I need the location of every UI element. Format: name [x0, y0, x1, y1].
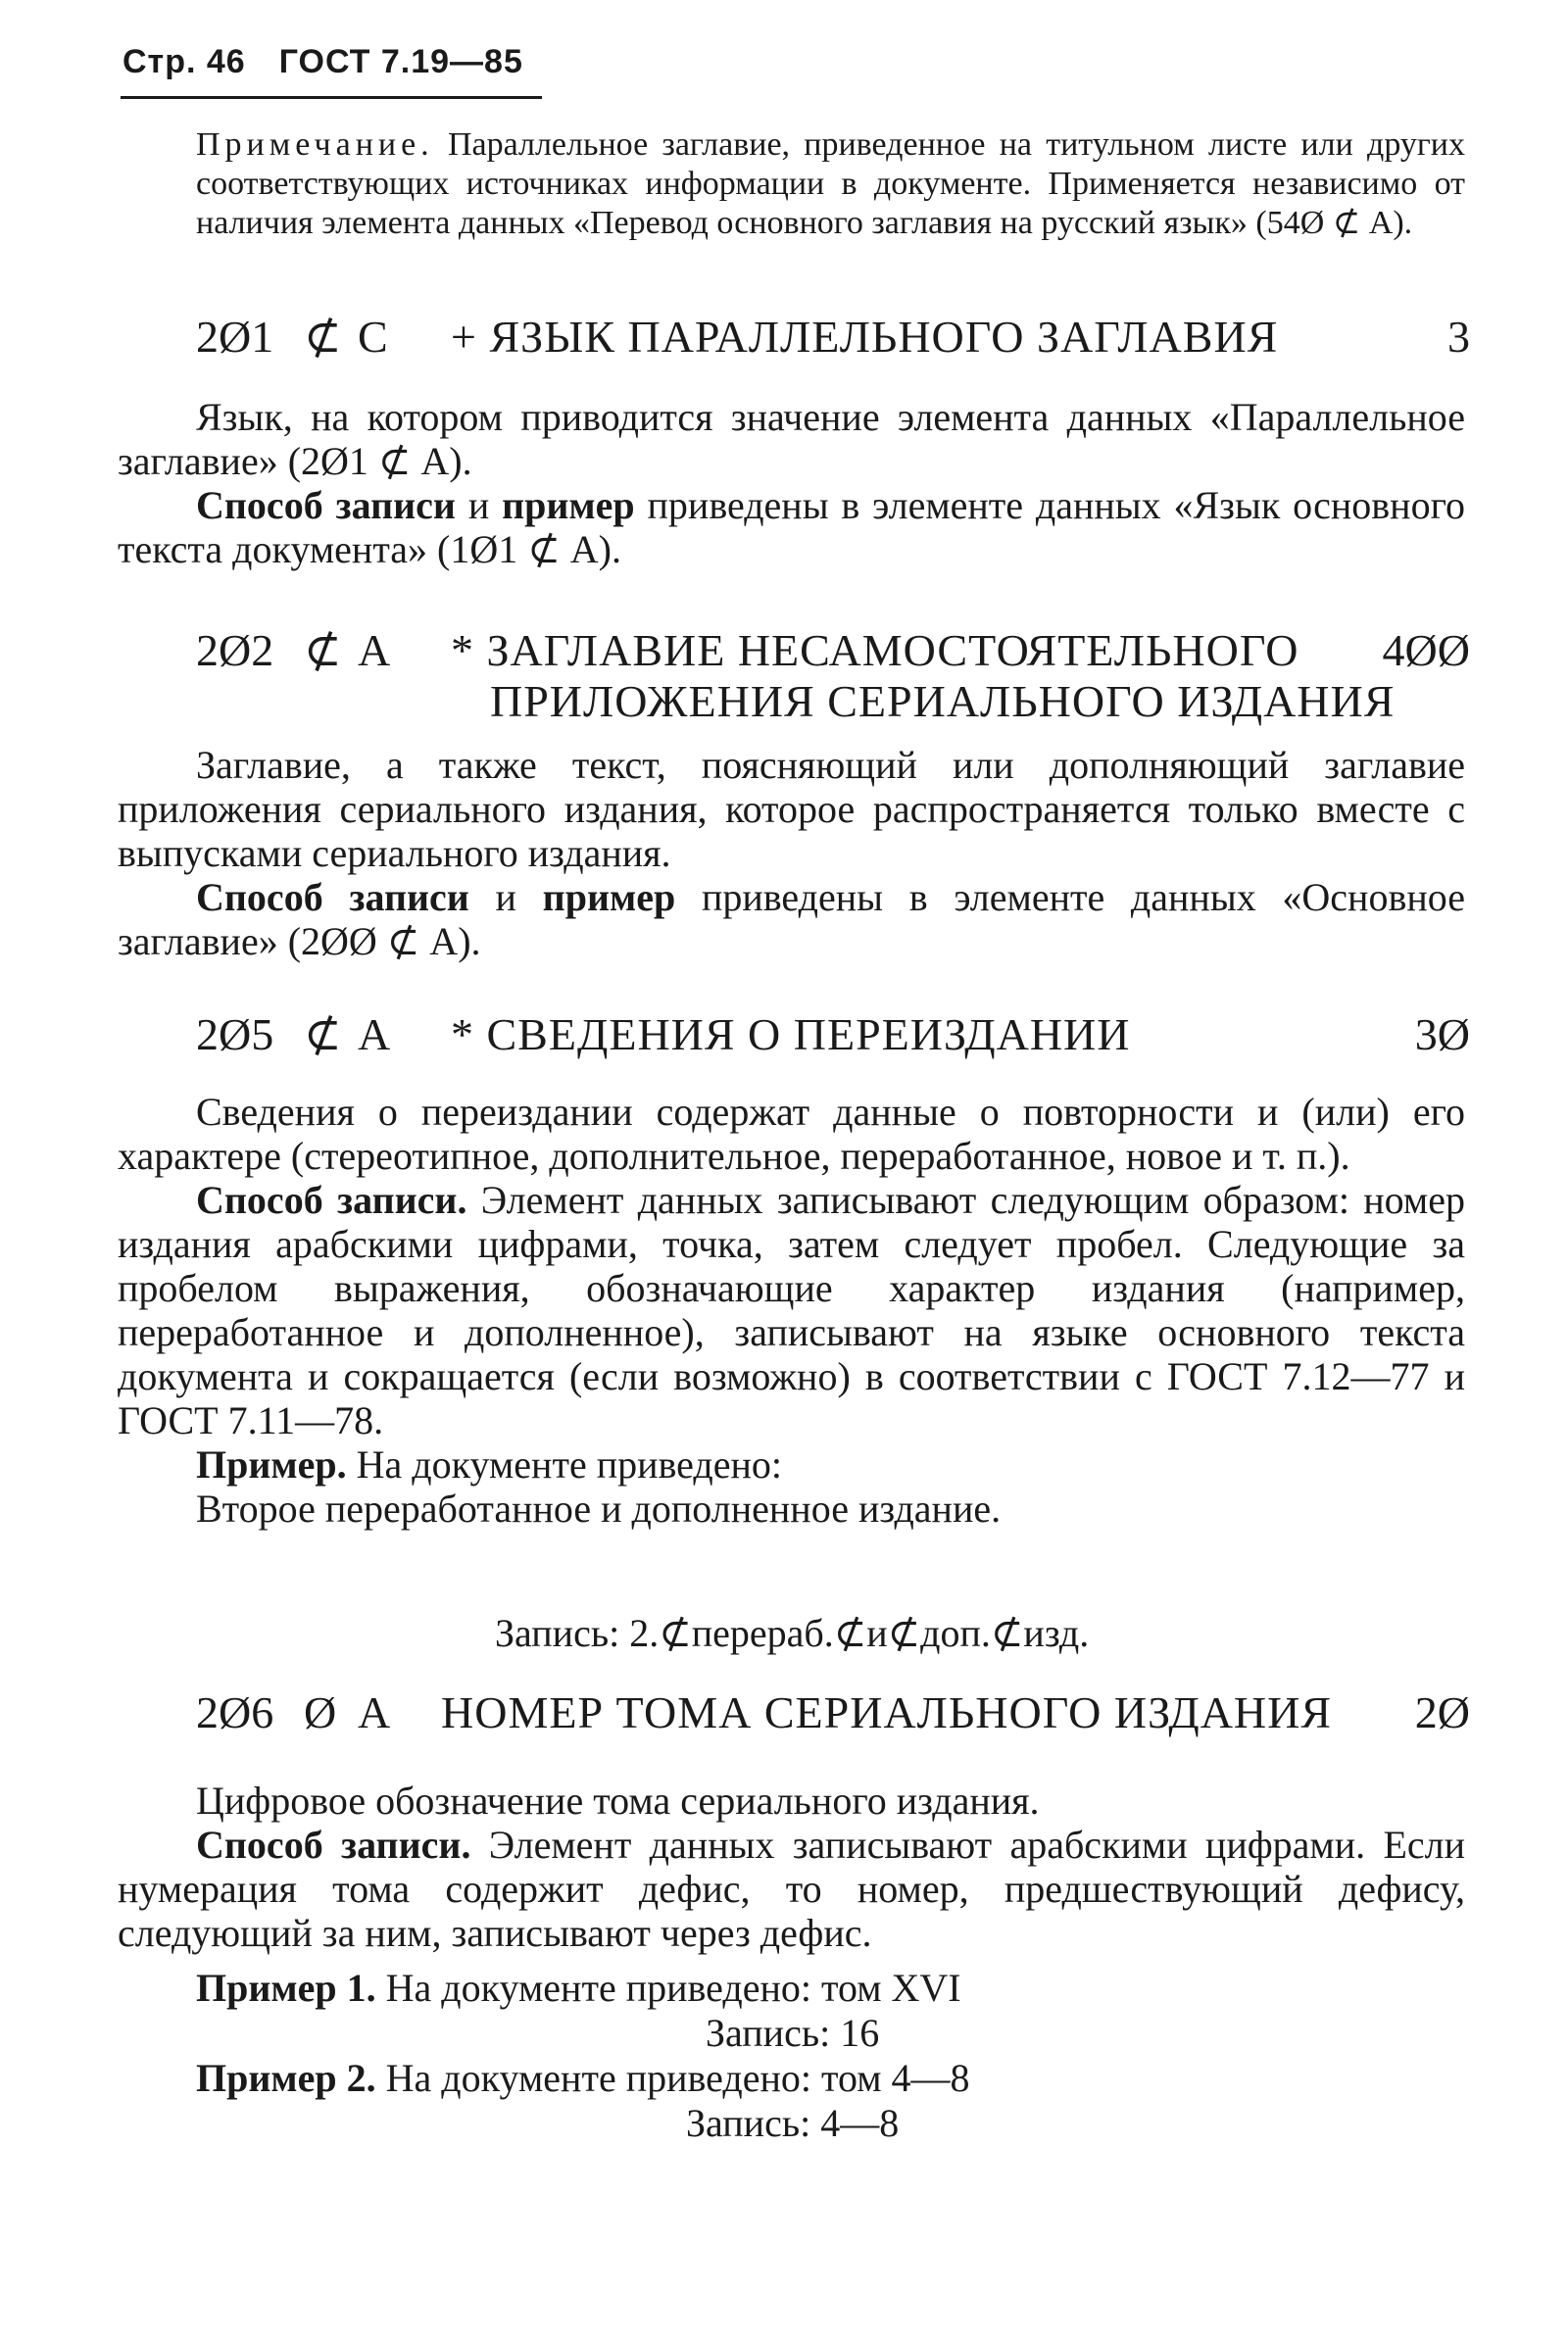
section-description: Язык, на котором приводится значение элемента данных «Параллельное заглавие» (2Ø1 ⊄ А).	[118, 395, 1465, 483]
section-description: Заглавие, а также текст, поясняющий или дополняющий заглавие приложения сериального издания, которое распространяется только вместе с выпусками сериального издания.	[118, 743, 1465, 875]
field-code: 2Ø5	[196, 1009, 274, 1059]
field-indicator: Ø	[304, 1687, 337, 1737]
section-heading-206	[196, 1687, 1470, 1738]
example-line: Второе переработанное и дополненное издание.	[196, 1487, 1002, 1531]
example-1-label: Пример 1.	[196, 1966, 376, 2010]
method-text: Элемент данных записывают следующим образом: номер издания арабскими цифрами, точка, затем следует пробел. Следующие за пробелом выражения, обозначающие характер издания (например, переработанное и дополненное), записывают на языке основного текста документа и сокращается (если возможно) в соответствии с ГОСТ 7.12—77 и ГОСТ 7.11—78.	[118, 1178, 1465, 1442]
field-title: ЗАГЛАВИЕ НЕСАМОСТОЯТЕЛЬНОГО	[486, 625, 1299, 675]
example-1-text: На документе приведено: том XVI	[375, 1966, 961, 2010]
section-body-206	[118, 1779, 1465, 1955]
method-label: Способ записи.	[196, 1823, 471, 1867]
method-conjunction: и	[468, 875, 543, 919]
field-code: 2Ø1	[196, 312, 274, 362]
field-indicator: ⊄	[304, 625, 342, 675]
field-indicator: ⊄	[304, 1009, 342, 1059]
example-1-record: Запись: 16	[706, 2011, 880, 2055]
example-2	[196, 2056, 970, 2100]
method-text: приведены в элементе данных «Язык основного текста документа» (1Ø1 ⊄ А).	[118, 483, 1465, 571]
field-code: 2Ø2	[196, 625, 274, 675]
section-heading-202	[196, 625, 1470, 726]
section-heading-205	[196, 1009, 1470, 1060]
field-code: 2Ø6	[196, 1687, 274, 1737]
field-prefix: *	[451, 625, 474, 675]
section-heading-201	[196, 312, 1470, 363]
field-type: А	[358, 1687, 391, 1737]
field-length: 2Ø	[1414, 1687, 1470, 1737]
method-label: Способ записи	[196, 875, 469, 919]
field-type: А	[358, 1009, 391, 1059]
field-length: 4ØØ	[1382, 625, 1470, 675]
section-body-202	[118, 743, 1465, 963]
field-prefix: *	[451, 1009, 474, 1059]
example-label: пример	[542, 875, 676, 919]
example-record-205: Запись: 2.⊄перераб.⊄и⊄доп.⊄изд.	[495, 1611, 1090, 1655]
method-label: Способ записи	[196, 483, 456, 527]
method-conjunction: и	[455, 483, 503, 527]
page-number: Стр. 46	[122, 43, 246, 80]
field-title: НОМЕР ТОМА СЕРИАЛЬНОГО ИЗДАНИЯ	[441, 1687, 1333, 1737]
header-rule	[121, 96, 542, 99]
section-body-205	[118, 1090, 1465, 1531]
field-title-line2: ПРИЛОЖЕНИЯ СЕРИАЛЬНОГО ИЗДАНИЯ	[490, 676, 1396, 726]
example-label: Пример.	[196, 1442, 347, 1487]
note-text: Параллельное заглавие, приведенное на титульном листе или других соответствующих источниках информации в документе. Применяется независимо от наличия элемента данных «Перевод основного заглавия на русский язык» (54Ø ⊄ А).	[196, 126, 1466, 241]
example-2-text: На документе приведено: том 4—8	[375, 2056, 970, 2100]
field-title: ЯЗЫК ПАРАЛЛЕЛЬНОГО ЗАГЛАВИЯ	[489, 312, 1279, 362]
standard-code: ГОСТ 7.19—85	[278, 43, 523, 80]
field-indicator: ⊄	[304, 312, 342, 362]
example-text: На документе приведено:	[346, 1442, 783, 1487]
field-length: 3	[1447, 312, 1470, 362]
method-text: приведены в элементе данных «Основное заглавие» (2ØØ ⊄ А).	[118, 875, 1465, 963]
field-type: А	[358, 625, 391, 675]
section-description: Сведения о переиздании содержат данные о повторности и (или) его характере (стереотипное, дополнительное, переработанное, новое и т. п.).	[118, 1090, 1465, 1178]
field-prefix: +	[451, 312, 477, 362]
page-header	[122, 43, 523, 81]
example-label: пример	[502, 483, 635, 527]
example-2-label: Пример 2.	[196, 2056, 376, 2100]
method-label: Способ записи.	[196, 1178, 467, 1222]
method-text: Элемент данных записывают арабскими цифрами. Если нумерация тома содержит дефис, то номер, предшествующий дефису, следующий за ним, записывают через дефис.	[118, 1823, 1466, 1955]
section-description: Цифровое обозначение тома сериального издания.	[196, 1779, 1040, 1823]
example-2-record: Запись: 4—8	[686, 2101, 900, 2145]
field-length: 3Ø	[1414, 1009, 1470, 1059]
section-body-201	[118, 395, 1465, 571]
note-lead: Примечание.	[196, 126, 434, 163]
note-paragraph	[196, 125, 1465, 243]
field-title: СВЕДЕНИЯ О ПЕРЕИЗДАНИИ	[486, 1009, 1131, 1059]
field-type: С	[358, 312, 388, 362]
example-1	[196, 1966, 961, 2010]
